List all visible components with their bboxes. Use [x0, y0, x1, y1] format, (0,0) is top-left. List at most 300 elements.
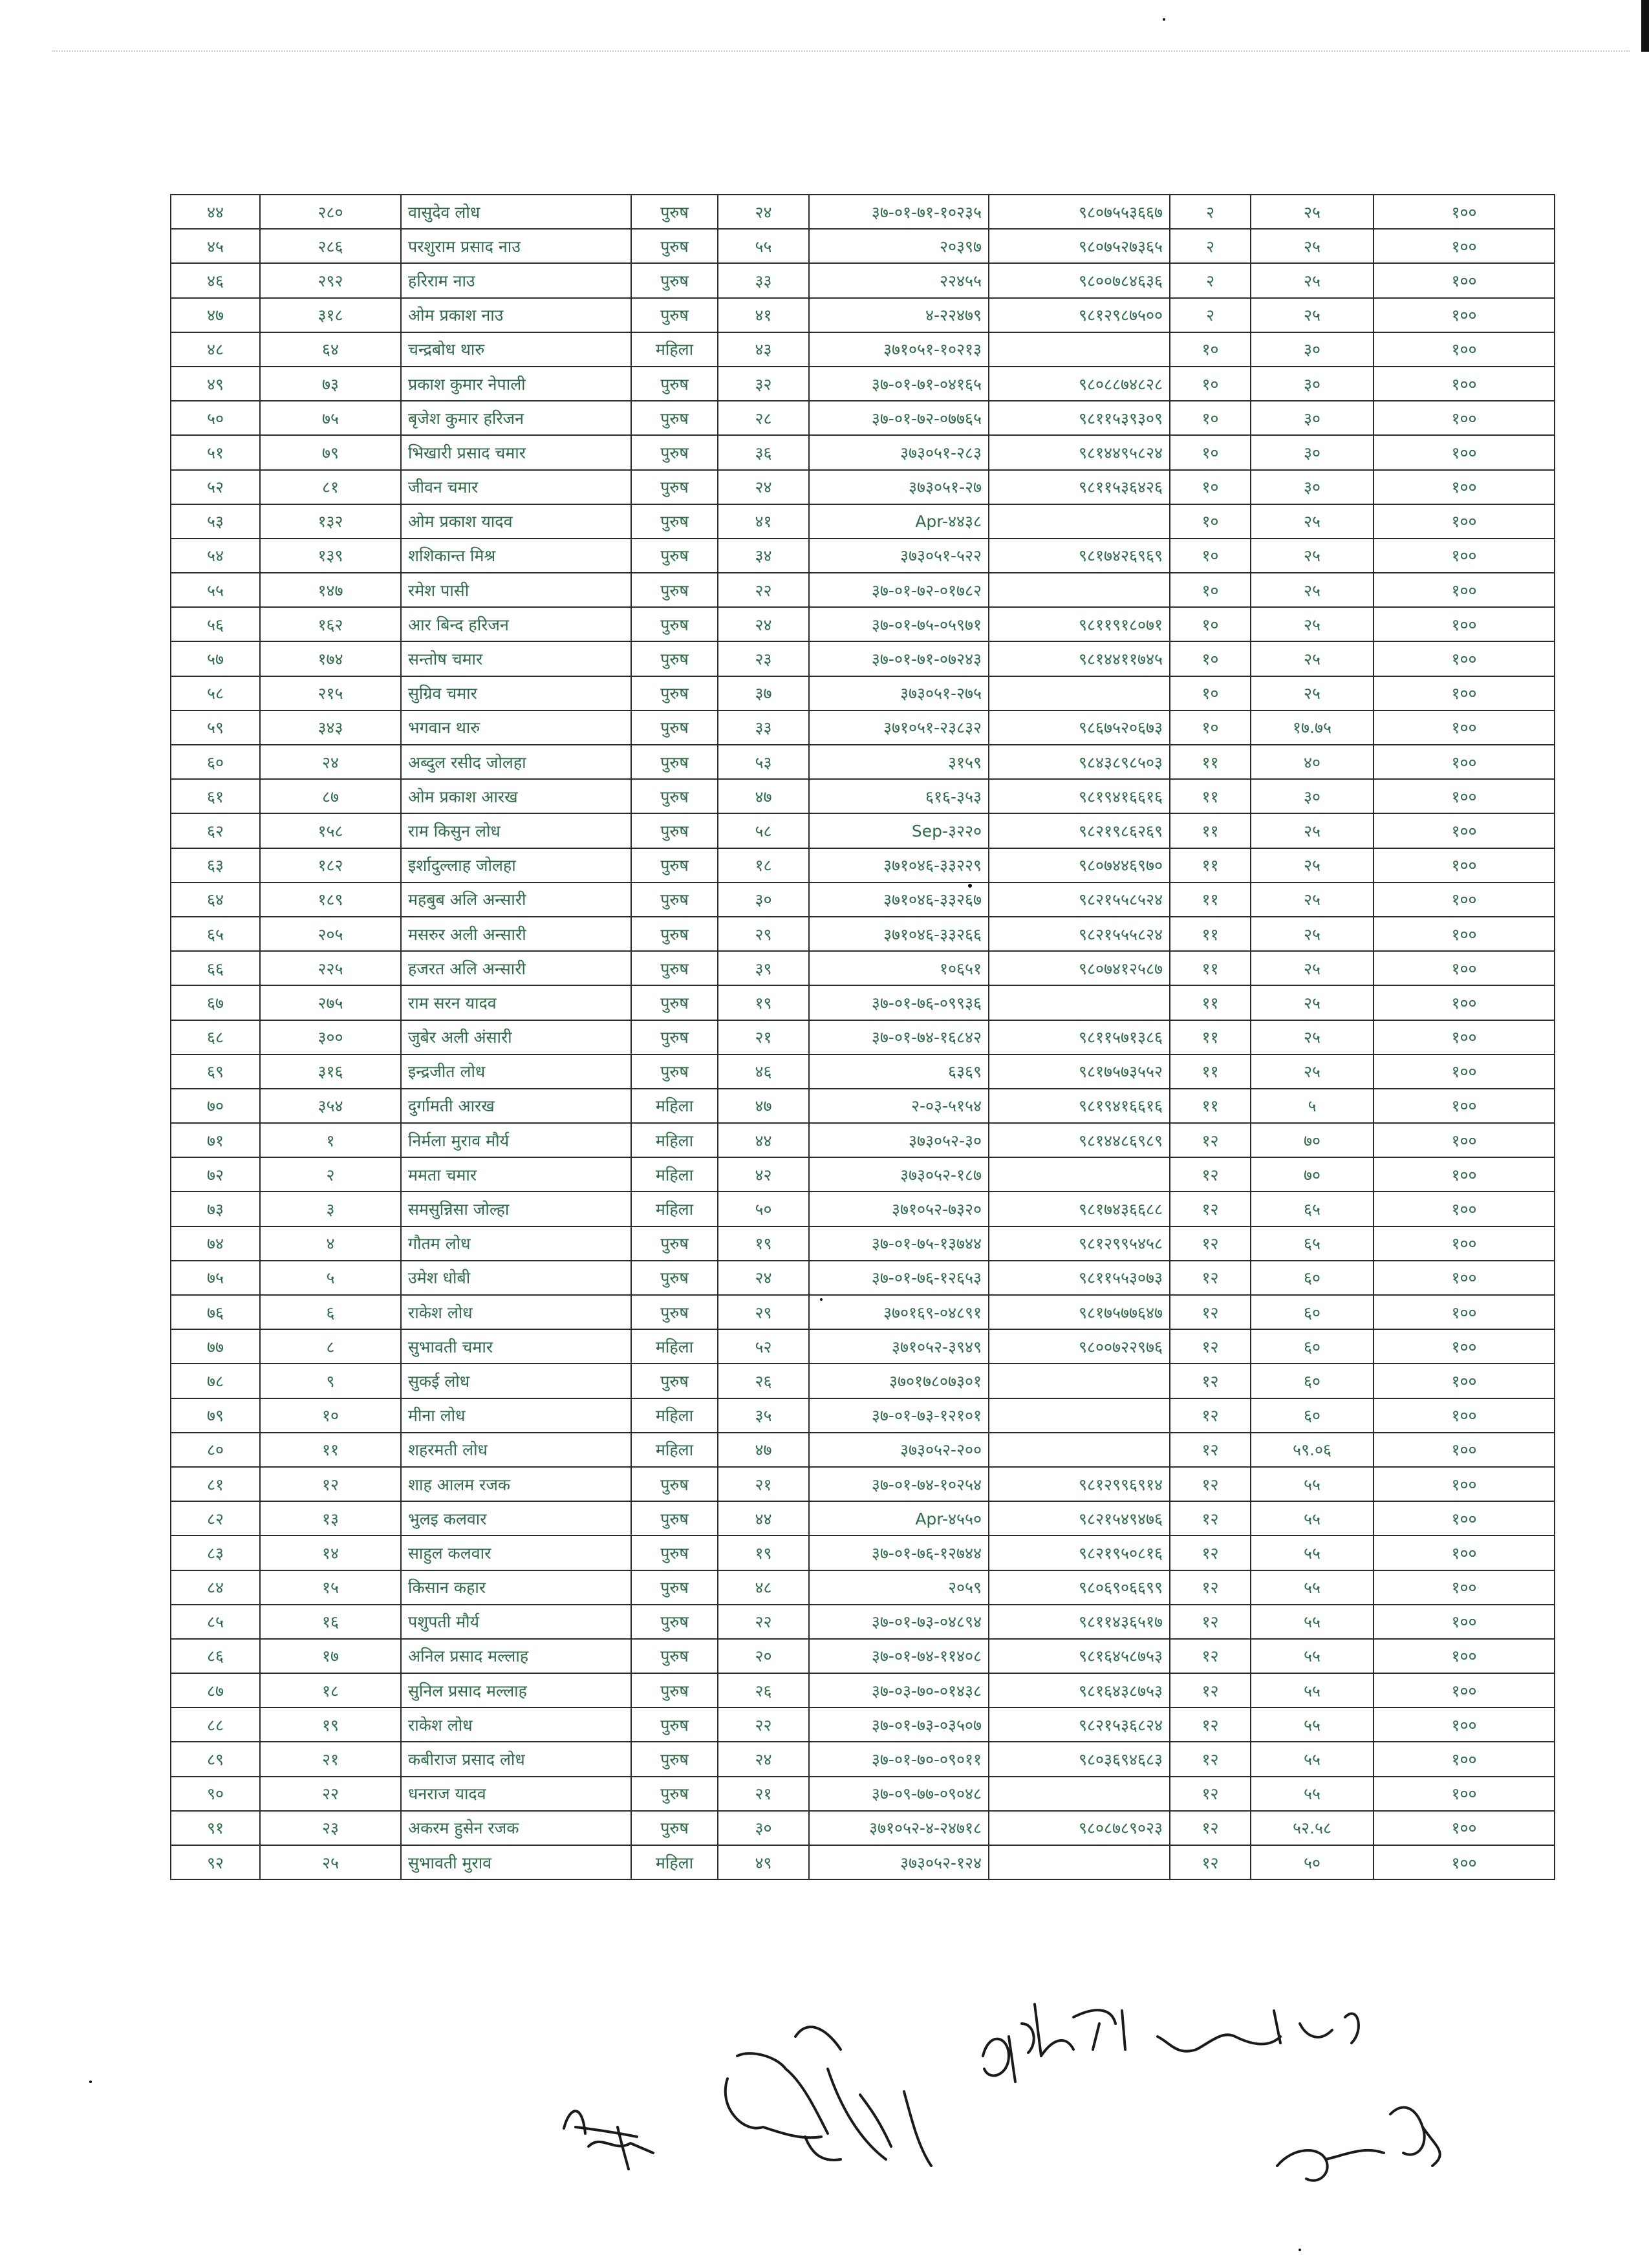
phone-no-cell: ९८१७५७३५५२ — [989, 1054, 1170, 1089]
serial-no-cell: ९१ — [171, 1811, 260, 1845]
citizenship-no-cell: Apr-४५५० — [809, 1501, 989, 1535]
amount-cell: ५ — [1251, 1089, 1374, 1123]
serial-no-cell: ७८ — [171, 1364, 260, 1398]
ward-no-cell: १२ — [1170, 1845, 1251, 1879]
ward-no-cell: १२ — [1170, 1742, 1251, 1776]
amount-cell: ५५ — [1251, 1501, 1374, 1535]
total-cell: १०० — [1374, 711, 1555, 745]
phone-no-cell: ९८०३६९४६८३ — [989, 1742, 1170, 1776]
reference-no-cell: १४ — [260, 1535, 401, 1570]
serial-no-cell: ८४ — [171, 1570, 260, 1605]
citizenship-no-cell: २०३९७ — [809, 229, 989, 263]
ward-no-cell: १२ — [1170, 1673, 1251, 1707]
age-cell: २४ — [718, 470, 809, 504]
reference-no-cell: १७ — [260, 1639, 401, 1673]
total-cell: १०० — [1374, 332, 1555, 367]
serial-no-cell: ६८ — [171, 1020, 260, 1054]
age-cell: २१ — [718, 1020, 809, 1054]
table-row — [171, 1433, 1555, 1467]
amount-cell: २५ — [1251, 298, 1374, 332]
amount-cell: २५ — [1251, 813, 1374, 848]
table-row — [171, 1742, 1555, 1776]
amount-cell: ७० — [1251, 1157, 1374, 1192]
table-row — [171, 1535, 1555, 1570]
name-cell: निर्मला मुराव मौर्य — [401, 1123, 631, 1157]
gender-cell: पुरुष — [631, 779, 718, 813]
age-cell: ४२ — [718, 1157, 809, 1192]
phone-no-cell — [989, 1398, 1170, 1433]
amount-cell: ५५ — [1251, 1707, 1374, 1742]
name-cell: सुभावती मुराव — [401, 1845, 631, 1879]
name-cell: बृजेश कुमार हरिजन — [401, 401, 631, 435]
citizenship-no-cell: ३७-०३-७०-०१४३८ — [809, 1673, 989, 1707]
ward-no-cell: १० — [1170, 401, 1251, 435]
phone-no-cell: ९८०८७८९०२३ — [989, 1811, 1170, 1845]
age-cell: ४९ — [718, 1845, 809, 1879]
reference-no-cell: ५ — [260, 1261, 401, 1295]
ward-no-cell: १० — [1170, 367, 1251, 401]
table-row — [171, 1054, 1555, 1089]
name-cell: मसरुर अली अन्सारी — [401, 917, 631, 951]
serial-no-cell: ८० — [171, 1433, 260, 1467]
name-cell: समसुन्निसा जोल्हा — [401, 1192, 631, 1226]
signature-4 — [1277, 2108, 1440, 2181]
table-row — [171, 470, 1555, 504]
reference-no-cell: १५८ — [260, 813, 401, 848]
ward-no-cell: १२ — [1170, 1398, 1251, 1433]
ward-no-cell: १० — [1170, 607, 1251, 641]
amount-cell: २५ — [1251, 676, 1374, 711]
citizenship-no-cell: २०५९ — [809, 1570, 989, 1605]
phone-no-cell — [989, 1364, 1170, 1398]
reference-no-cell: २८० — [260, 195, 401, 229]
age-cell: ५० — [718, 1192, 809, 1226]
name-cell: पशुपती मौर्य — [401, 1605, 631, 1639]
reference-no-cell: १४७ — [260, 573, 401, 607]
gender-cell: महिला — [631, 1845, 718, 1879]
serial-no-cell: ५७ — [171, 641, 260, 676]
amount-cell: २५ — [1251, 641, 1374, 676]
total-cell: १०० — [1374, 607, 1555, 641]
ward-no-cell: २ — [1170, 229, 1251, 263]
amount-cell: ३० — [1251, 332, 1374, 367]
gender-cell: पुरुष — [631, 367, 718, 401]
amount-cell: ३० — [1251, 367, 1374, 401]
table-row — [171, 504, 1555, 539]
table-row — [171, 1089, 1555, 1123]
ward-no-cell: ११ — [1170, 848, 1251, 883]
total-cell: १०० — [1374, 779, 1555, 813]
total-cell: १०० — [1374, 1157, 1555, 1192]
phone-no-cell: ९८२१५५८५२४ — [989, 883, 1170, 917]
citizenship-no-cell: ३७-०१-७२-०१७८२ — [809, 573, 989, 607]
phone-no-cell: ९८६७५२०६७३ — [989, 711, 1170, 745]
name-cell: उमेश धोबी — [401, 1261, 631, 1295]
amount-cell: ५५ — [1251, 1605, 1374, 1639]
serial-no-cell: ७६ — [171, 1295, 260, 1329]
reference-no-cell: ६४ — [260, 332, 401, 367]
citizenship-no-cell: ३१५९ — [809, 745, 989, 779]
serial-no-cell: ८६ — [171, 1639, 260, 1673]
age-cell: ४३ — [718, 332, 809, 367]
serial-no-cell: ५१ — [171, 435, 260, 469]
ward-no-cell: १२ — [1170, 1707, 1251, 1742]
gender-cell: पुरुष — [631, 813, 718, 848]
total-cell: १०० — [1374, 848, 1555, 883]
serial-no-cell: ४५ — [171, 229, 260, 263]
amount-cell: ५५ — [1251, 1742, 1374, 1776]
name-cell: मीना लोध — [401, 1398, 631, 1433]
total-cell: १०० — [1374, 1535, 1555, 1570]
ward-no-cell: ११ — [1170, 745, 1251, 779]
table-row — [171, 1157, 1555, 1192]
table-row — [171, 1123, 1555, 1157]
gender-cell: पुरुष — [631, 1226, 718, 1261]
amount-cell: ५५ — [1251, 1639, 1374, 1673]
table-row — [171, 917, 1555, 951]
reference-no-cell: २१ — [260, 1742, 401, 1776]
phone-no-cell: ९८११९१८०७१ — [989, 607, 1170, 641]
name-cell: सुग्रिव चमार — [401, 676, 631, 711]
name-cell: जुबेर अली अंसारी — [401, 1020, 631, 1054]
citizenship-no-cell: ३७३०५१-५२२ — [809, 539, 989, 573]
serial-no-cell: ५५ — [171, 573, 260, 607]
amount-cell: ५५ — [1251, 1777, 1374, 1811]
citizenship-no-cell: ४-२२४७९ — [809, 298, 989, 332]
ward-no-cell: १० — [1170, 641, 1251, 676]
amount-cell: ६० — [1251, 1364, 1374, 1398]
reference-no-cell: ७९ — [260, 435, 401, 469]
total-cell: १०० — [1374, 1123, 1555, 1157]
age-cell: ४१ — [718, 298, 809, 332]
citizenship-no-cell: ३७-०९-७७-०९०४८ — [809, 1777, 989, 1811]
phone-no-cell: ९८१७४२६९६९ — [989, 539, 1170, 573]
age-cell: २२ — [718, 1605, 809, 1639]
ward-no-cell: १२ — [1170, 1261, 1251, 1295]
table-row — [171, 641, 1555, 676]
reference-no-cell: १८२ — [260, 848, 401, 883]
total-cell: १०० — [1374, 1295, 1555, 1329]
serial-no-cell: ६० — [171, 745, 260, 779]
amount-cell: ३० — [1251, 401, 1374, 435]
serial-no-cell: ८९ — [171, 1742, 260, 1776]
name-cell: शहरमती लोध — [401, 1433, 631, 1467]
table-row — [171, 951, 1555, 985]
gender-cell: पुरुष — [631, 607, 718, 641]
table-row — [171, 1295, 1555, 1329]
table-row — [171, 1020, 1555, 1054]
serial-no-cell: ५९ — [171, 711, 260, 745]
gender-cell: पुरुष — [631, 676, 718, 711]
total-cell: १०० — [1374, 1192, 1555, 1226]
age-cell: ५८ — [718, 813, 809, 848]
table-row — [171, 401, 1555, 435]
name-cell: रमेश पासी — [401, 573, 631, 607]
gender-cell: पुरुष — [631, 1467, 718, 1501]
amount-cell: २५ — [1251, 917, 1374, 951]
phone-no-cell: ९८११५३६४२६ — [989, 470, 1170, 504]
gender-cell: महिला — [631, 1089, 718, 1123]
table-row — [171, 1845, 1555, 1879]
reference-no-cell: ८१ — [260, 470, 401, 504]
total-cell: १०० — [1374, 1054, 1555, 1089]
ward-no-cell: २ — [1170, 195, 1251, 229]
phone-no-cell: ९८१४४११७४५ — [989, 641, 1170, 676]
citizenship-no-cell: २-०३-५१५४ — [809, 1089, 989, 1123]
phone-no-cell: ९८२१५५५८२४ — [989, 917, 1170, 951]
name-cell: चन्द्रबोध थारु — [401, 332, 631, 367]
age-cell: ३४ — [718, 539, 809, 573]
citizenship-no-cell: ३७-०१-७५-१३७४४ — [809, 1226, 989, 1261]
ward-no-cell: १२ — [1170, 1226, 1251, 1261]
serial-no-cell: ५४ — [171, 539, 260, 573]
total-cell: १०० — [1374, 1501, 1555, 1535]
age-cell: ४६ — [718, 1054, 809, 1089]
age-cell: ४४ — [718, 1501, 809, 1535]
name-cell: ओम प्रकाश आरख — [401, 779, 631, 813]
ward-no-cell: ११ — [1170, 985, 1251, 1020]
gender-cell: पुरुष — [631, 263, 718, 297]
name-cell: किसान कहार — [401, 1570, 631, 1605]
reference-no-cell: २२ — [260, 1777, 401, 1811]
ward-no-cell: १० — [1170, 470, 1251, 504]
total-cell: १०० — [1374, 813, 1555, 848]
phone-no-cell — [989, 504, 1170, 539]
citizenship-no-cell: ३७-०१-७२-०७७६५ — [809, 401, 989, 435]
phone-no-cell: ९८०७५५३६६७ — [989, 195, 1170, 229]
gender-cell: पुरुष — [631, 504, 718, 539]
beneficiary-table — [170, 194, 1555, 1880]
gender-cell: महिला — [631, 1433, 718, 1467]
name-cell: राकेश लोध — [401, 1295, 631, 1329]
total-cell: १०० — [1374, 435, 1555, 469]
table-row — [171, 1570, 1555, 1605]
citizenship-no-cell: ३७०१७८०७३०१ — [809, 1364, 989, 1398]
amount-cell: ३० — [1251, 470, 1374, 504]
name-cell: साहुल कलवार — [401, 1535, 631, 1570]
serial-no-cell: ४६ — [171, 263, 260, 297]
gender-cell: पुरुष — [631, 1535, 718, 1570]
amount-cell: ५५ — [1251, 1570, 1374, 1605]
age-cell: ५५ — [718, 229, 809, 263]
amount-cell: २५ — [1251, 504, 1374, 539]
phone-no-cell — [989, 573, 1170, 607]
reference-no-cell: २८६ — [260, 229, 401, 263]
name-cell: अकरम हुसेन रजक — [401, 1811, 631, 1845]
ward-no-cell: २ — [1170, 263, 1251, 297]
reference-no-cell: १२ — [260, 1467, 401, 1501]
citizenship-no-cell: ६३६९ — [809, 1054, 989, 1089]
phone-no-cell: ९८१२९९५४५८ — [989, 1226, 1170, 1261]
serial-no-cell: ८२ — [171, 1501, 260, 1535]
name-cell: भिखारी प्रसाद चमार — [401, 435, 631, 469]
total-cell: १०० — [1374, 401, 1555, 435]
ward-no-cell: ११ — [1170, 1089, 1251, 1123]
name-cell: राम किसुन लोध — [401, 813, 631, 848]
reference-no-cell: २५ — [260, 1845, 401, 1879]
phone-no-cell: ९८२१९५०८१६ — [989, 1535, 1170, 1570]
gender-cell: पुरुष — [631, 1054, 718, 1089]
age-cell: २४ — [718, 195, 809, 229]
total-cell: १०० — [1374, 298, 1555, 332]
amount-cell: ५५ — [1251, 1467, 1374, 1501]
table-row — [171, 539, 1555, 573]
ward-no-cell: १२ — [1170, 1811, 1251, 1845]
gender-cell: पुरुष — [631, 573, 718, 607]
name-cell: ओम प्रकाश यादव — [401, 504, 631, 539]
name-cell: दुर्गामती आरख — [401, 1089, 631, 1123]
name-cell: हजरत अलि अन्सारी — [401, 951, 631, 985]
gender-cell: महिला — [631, 1398, 718, 1433]
phone-no-cell: ९८१२९८७५०० — [989, 298, 1170, 332]
reference-no-cell: ३ — [260, 1192, 401, 1226]
name-cell: ममता चमार — [401, 1157, 631, 1192]
phone-no-cell: ९८११५७१३८६ — [989, 1020, 1170, 1054]
reference-no-cell: २०५ — [260, 917, 401, 951]
ward-no-cell: १२ — [1170, 1570, 1251, 1605]
reference-no-cell: १३९ — [260, 539, 401, 573]
citizenship-no-cell: ३७-०१-७५-०५९७१ — [809, 607, 989, 641]
total-cell: १०० — [1374, 676, 1555, 711]
table-row — [171, 1605, 1555, 1639]
table-row — [171, 1329, 1555, 1364]
gender-cell: महिला — [631, 1329, 718, 1364]
reference-no-cell: ८७ — [260, 779, 401, 813]
table-row — [171, 263, 1555, 297]
total-cell: १०० — [1374, 263, 1555, 297]
gender-cell: पुरुष — [631, 917, 718, 951]
age-cell: २४ — [718, 607, 809, 641]
ward-no-cell: १० — [1170, 711, 1251, 745]
phone-no-cell: ९८१४४९५८२४ — [989, 435, 1170, 469]
phone-no-cell: ९८००७२२९७६ — [989, 1329, 1170, 1364]
age-cell: २१ — [718, 1777, 809, 1811]
total-cell: १०० — [1374, 1639, 1555, 1673]
table-row — [171, 1226, 1555, 1261]
phone-no-cell — [989, 1777, 1170, 1811]
total-cell: १०० — [1374, 1570, 1555, 1605]
amount-cell: २५ — [1251, 539, 1374, 573]
name-cell: हरिराम नाउ — [401, 263, 631, 297]
total-cell: १०० — [1374, 1777, 1555, 1811]
citizenship-no-cell: ३७-०१-७४-१०२५४ — [809, 1467, 989, 1501]
table-row — [171, 607, 1555, 641]
total-cell: १०० — [1374, 917, 1555, 951]
ward-no-cell: १० — [1170, 539, 1251, 573]
phone-no-cell: ९८१७४३६६८८ — [989, 1192, 1170, 1226]
reference-no-cell: १३२ — [260, 504, 401, 539]
reference-no-cell: ९ — [260, 1364, 401, 1398]
ward-no-cell: ११ — [1170, 951, 1251, 985]
reference-no-cell: १७४ — [260, 641, 401, 676]
reference-no-cell: १६२ — [260, 607, 401, 641]
citizenship-no-cell: ३७१०५१-१०२१३ — [809, 332, 989, 367]
gender-cell: पुरुष — [631, 985, 718, 1020]
serial-no-cell: ६५ — [171, 917, 260, 951]
citizenship-no-cell: ३७-०१-७४-११४०८ — [809, 1639, 989, 1673]
name-cell: प्रकाश कुमार नेपाली — [401, 367, 631, 401]
gender-cell: महिला — [631, 1192, 718, 1226]
serial-no-cell: ७४ — [171, 1226, 260, 1261]
amount-cell: ५५ — [1251, 1535, 1374, 1570]
age-cell: २० — [718, 1639, 809, 1673]
reference-no-cell: ७३ — [260, 367, 401, 401]
age-cell: ४१ — [718, 504, 809, 539]
scan-top-rule — [52, 50, 1630, 52]
total-cell: १०० — [1374, 1089, 1555, 1123]
name-cell: राम सरन यादव — [401, 985, 631, 1020]
serial-no-cell: ४७ — [171, 298, 260, 332]
name-cell: जीवन चमार — [401, 470, 631, 504]
amount-cell: २५ — [1251, 951, 1374, 985]
reference-no-cell: १८ — [260, 1673, 401, 1707]
citizenship-no-cell: Apr-४४३८ — [809, 504, 989, 539]
reference-no-cell: २२५ — [260, 951, 401, 985]
total-cell: १०० — [1374, 195, 1555, 229]
reference-no-cell: ८ — [260, 1329, 401, 1364]
amount-cell: ३० — [1251, 779, 1374, 813]
reference-no-cell: १६ — [260, 1605, 401, 1639]
age-cell: २१ — [718, 1467, 809, 1501]
name-cell: परशुराम प्रसाद नाउ — [401, 229, 631, 263]
gender-cell: पुरुष — [631, 1364, 718, 1398]
total-cell: १०० — [1374, 1329, 1555, 1364]
amount-cell: १७.७५ — [1251, 711, 1374, 745]
phone-no-cell: ९८१६४३८७५३ — [989, 1673, 1170, 1707]
total-cell: १०० — [1374, 1020, 1555, 1054]
gender-cell: पुरुष — [631, 1673, 718, 1707]
phone-no-cell: ९८०६९०६६९९ — [989, 1570, 1170, 1605]
phone-no-cell — [989, 332, 1170, 367]
total-cell: १०० — [1374, 229, 1555, 263]
age-cell: १९ — [718, 985, 809, 1020]
ward-no-cell: ११ — [1170, 883, 1251, 917]
ward-no-cell: २ — [1170, 298, 1251, 332]
ward-no-cell: ११ — [1170, 779, 1251, 813]
total-cell: १०० — [1374, 641, 1555, 676]
serial-no-cell: ७१ — [171, 1123, 260, 1157]
age-cell: २४ — [718, 1261, 809, 1295]
name-cell: सन्तोष चमार — [401, 641, 631, 676]
total-cell: १०० — [1374, 1433, 1555, 1467]
amount-cell: ६५ — [1251, 1192, 1374, 1226]
citizenship-no-cell: ३७-०१-७३-०४८९४ — [809, 1605, 989, 1639]
amount-cell: ५५ — [1251, 1673, 1374, 1707]
name-cell: सुनिल प्रसाद मल्लाह — [401, 1673, 631, 1707]
gender-cell: महिला — [631, 1157, 718, 1192]
phone-no-cell — [989, 1157, 1170, 1192]
gender-cell: पुरुष — [631, 1605, 718, 1639]
gender-cell: पुरुष — [631, 195, 718, 229]
citizenship-no-cell: १०६५१ — [809, 951, 989, 985]
ward-no-cell: १२ — [1170, 1501, 1251, 1535]
citizenship-no-cell: ३७३०५१-२७ — [809, 470, 989, 504]
reference-no-cell: ३०० — [260, 1020, 401, 1054]
age-cell: २९ — [718, 917, 809, 951]
citizenship-no-cell: ३७१०५१-२३८३२ — [809, 711, 989, 745]
age-cell: ३० — [718, 883, 809, 917]
gender-cell: पुरुष — [631, 539, 718, 573]
amount-cell: २५ — [1251, 883, 1374, 917]
reference-no-cell: २४ — [260, 745, 401, 779]
reference-no-cell: १ — [260, 1123, 401, 1157]
amount-cell: २५ — [1251, 848, 1374, 883]
phone-no-cell: ९८११५३९३०९ — [989, 401, 1170, 435]
citizenship-no-cell: ३७-०१-७६-१२६५३ — [809, 1261, 989, 1295]
serial-no-cell: ८१ — [171, 1467, 260, 1501]
total-cell: १०० — [1374, 1398, 1555, 1433]
gender-cell: पुरुष — [631, 745, 718, 779]
